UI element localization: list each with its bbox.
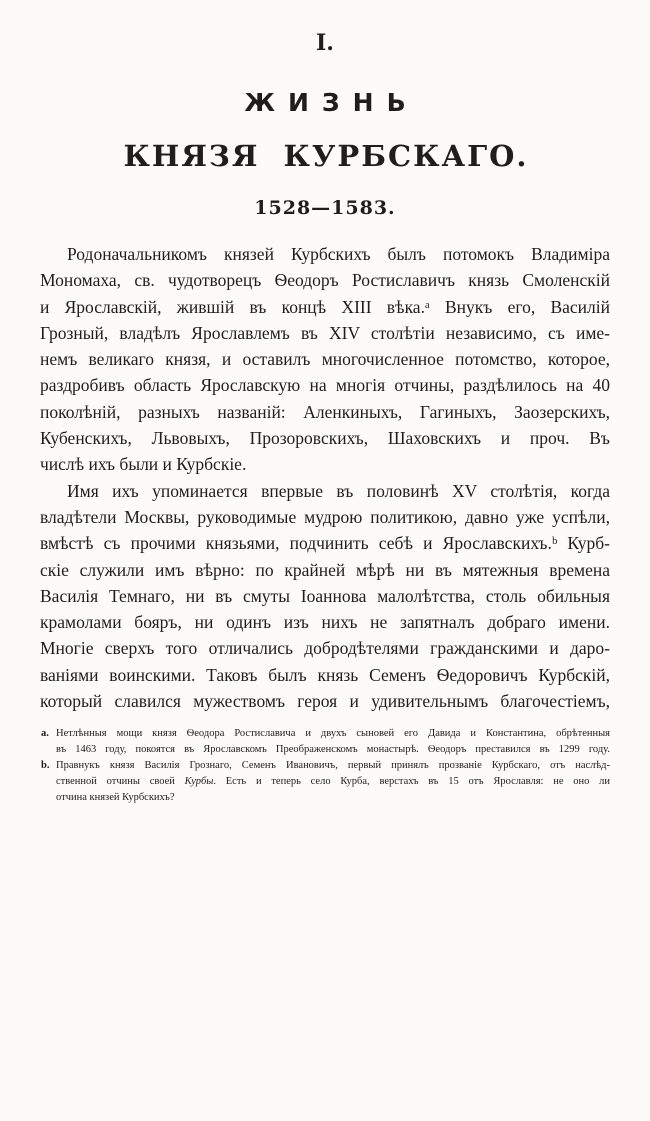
chapter-title: КНЯЗЯ КУРБСКАГО. <box>123 139 529 173</box>
text-line: Многіе сверхъ того отличались добродѣтелями гражданскими и даро- <box>40 638 610 659</box>
footnote-line: отчина князей Курбскихъ? <box>56 792 175 803</box>
text-line: крамолами бояръ, ни одинъ изъ нихъ не запятналъ добраго имени. <box>40 612 610 633</box>
date-range: 1528—1583. <box>254 197 396 219</box>
footnote-b <box>41 758 610 806</box>
footnote-line: въ 1463 году, покоятся въ Ярославскомъ Преображенскомъ монастырѣ. Ѳеодоръ преставился въ 1299 году. <box>56 744 610 755</box>
text-line: Грозный, владѣлъ Ярославлемъ въ XIV столѣтіи независимо, съ име- <box>40 322 610 343</box>
chapter-number: I. <box>316 30 334 56</box>
footnotes-section <box>41 726 610 806</box>
text-line: который славился мужествомъ героя и удивительнымъ благочестіемъ, <box>40 691 610 712</box>
text-line: Мономаха, св. чудотворецъ Ѳеодоръ Ростиславичъ князь Смоленскій <box>40 270 610 291</box>
footnote-line: Нетлѣнныя мощи князя Ѳеодора Ростиславича и двухъ сыновей его Давида и Константина, обрѣтенныя <box>56 728 610 739</box>
footnote-marker: b. <box>41 760 50 771</box>
footnote-marker: a. <box>41 728 49 739</box>
footnote-line-part: ственной отчины своей <box>56 776 185 787</box>
footnote-a <box>41 726 610 758</box>
footnote-line-part: . Есть и теперь село Курба, верстахъ въ 15 отъ Ярославля: не оно ли <box>213 776 610 787</box>
text-line: вмѣстѣ съ прочими князьями, подчинить себѣ и Ярославскихъ.ᵇ Курб- <box>40 533 610 554</box>
text-line: ваніями воинскими. Таковъ былъ князь Семенъ Ѳедоровичъ Курбскій, <box>40 664 610 685</box>
text-line: скіе служили имъ вѣрно: по крайней мѣрѣ ни въ мятежныя времена <box>40 559 610 580</box>
text-line: поколѣній, разныхъ названій: Аленкиныхъ, Гагиныхъ, Заозерскихъ, <box>40 401 610 422</box>
footnote-line <box>56 774 610 790</box>
footnote-text <box>56 758 610 806</box>
text-line: числѣ ихъ были и Курбскіе. <box>40 454 247 475</box>
footnote-text <box>56 726 610 758</box>
text-line: Имя ихъ упоминается впервые въ половинѣ XV столѣтія, когда <box>67 480 610 501</box>
footnote-line: Правнукъ князя Василія Грознаго, Семенъ Ивановичъ, первый принялъ прозваніе Курбскаго, отъ наслѣд- <box>56 760 610 771</box>
text-line: Василія Темнаго, ни въ смуты Іоаннова малолѣтства, столь обильныя <box>40 585 610 606</box>
text-line: немъ великаго князя, и оставилъ многочисленное потомство, которое, <box>40 349 610 370</box>
text-line: раздробивъ область Ярославскую на многія отчины, раздѣлилось на 40 <box>40 375 610 396</box>
text-line: Кубенскихъ, Львовыхъ, Прозоровскихъ, Шаховскихъ и проч. Въ <box>40 428 610 449</box>
text-line: Родоначальникомъ князей Курбскихъ былъ потомокъ Владиміра <box>67 244 610 264</box>
text-line: и Ярославскій, жившій въ концѣ XIII вѣка.ᵃ Внукъ его, Василій <box>40 296 610 317</box>
book-title: ЖИЗНЬ <box>244 88 419 117</box>
estate-name-italic: Курбы <box>184 776 214 787</box>
text-line: владѣтели Москвы, руководимые мудрою политикою, давно уже успѣли, <box>40 506 610 527</box>
body-text <box>40 241 610 714</box>
